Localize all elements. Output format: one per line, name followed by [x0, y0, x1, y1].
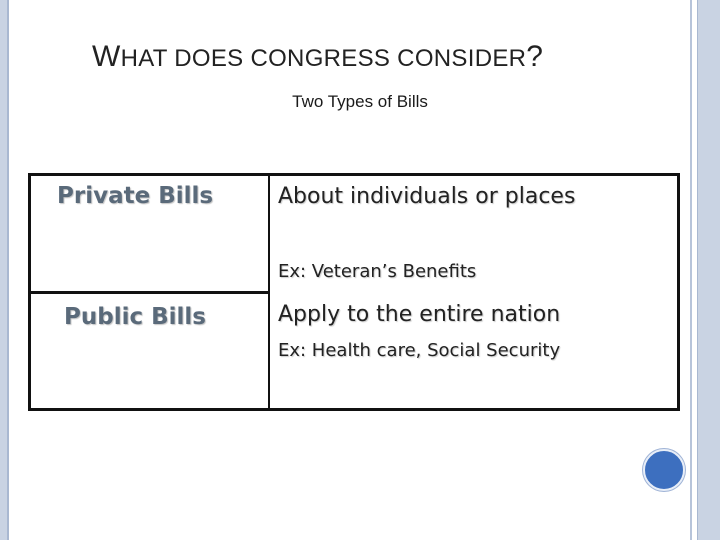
public-bills-example: Ex: Health care, Social Security — [278, 340, 561, 361]
private-bills-description: About individuals or places — [278, 184, 576, 209]
title-first-letter: W — [92, 40, 121, 73]
slide-subtitle: Two Types of Bills — [292, 92, 428, 111]
left-border-strip — [0, 0, 9, 540]
circle-icon — [643, 449, 685, 491]
public-bills-description: Apply to the entire nation — [278, 302, 561, 327]
private-bills-example: Ex: Veteran’s Benefits — [278, 261, 477, 282]
private-bills-label: Private Bills — [57, 183, 214, 209]
public-bills-label: Public Bills — [64, 304, 206, 330]
right-border-strip — [697, 0, 720, 540]
table-row-divider — [28, 291, 270, 294]
title-text: HAT DOES CONGRESS CONSIDER — [120, 45, 527, 72]
right-border-line — [690, 0, 692, 540]
title-question-mark: ? — [526, 40, 544, 73]
slide-title — [92, 40, 543, 74]
